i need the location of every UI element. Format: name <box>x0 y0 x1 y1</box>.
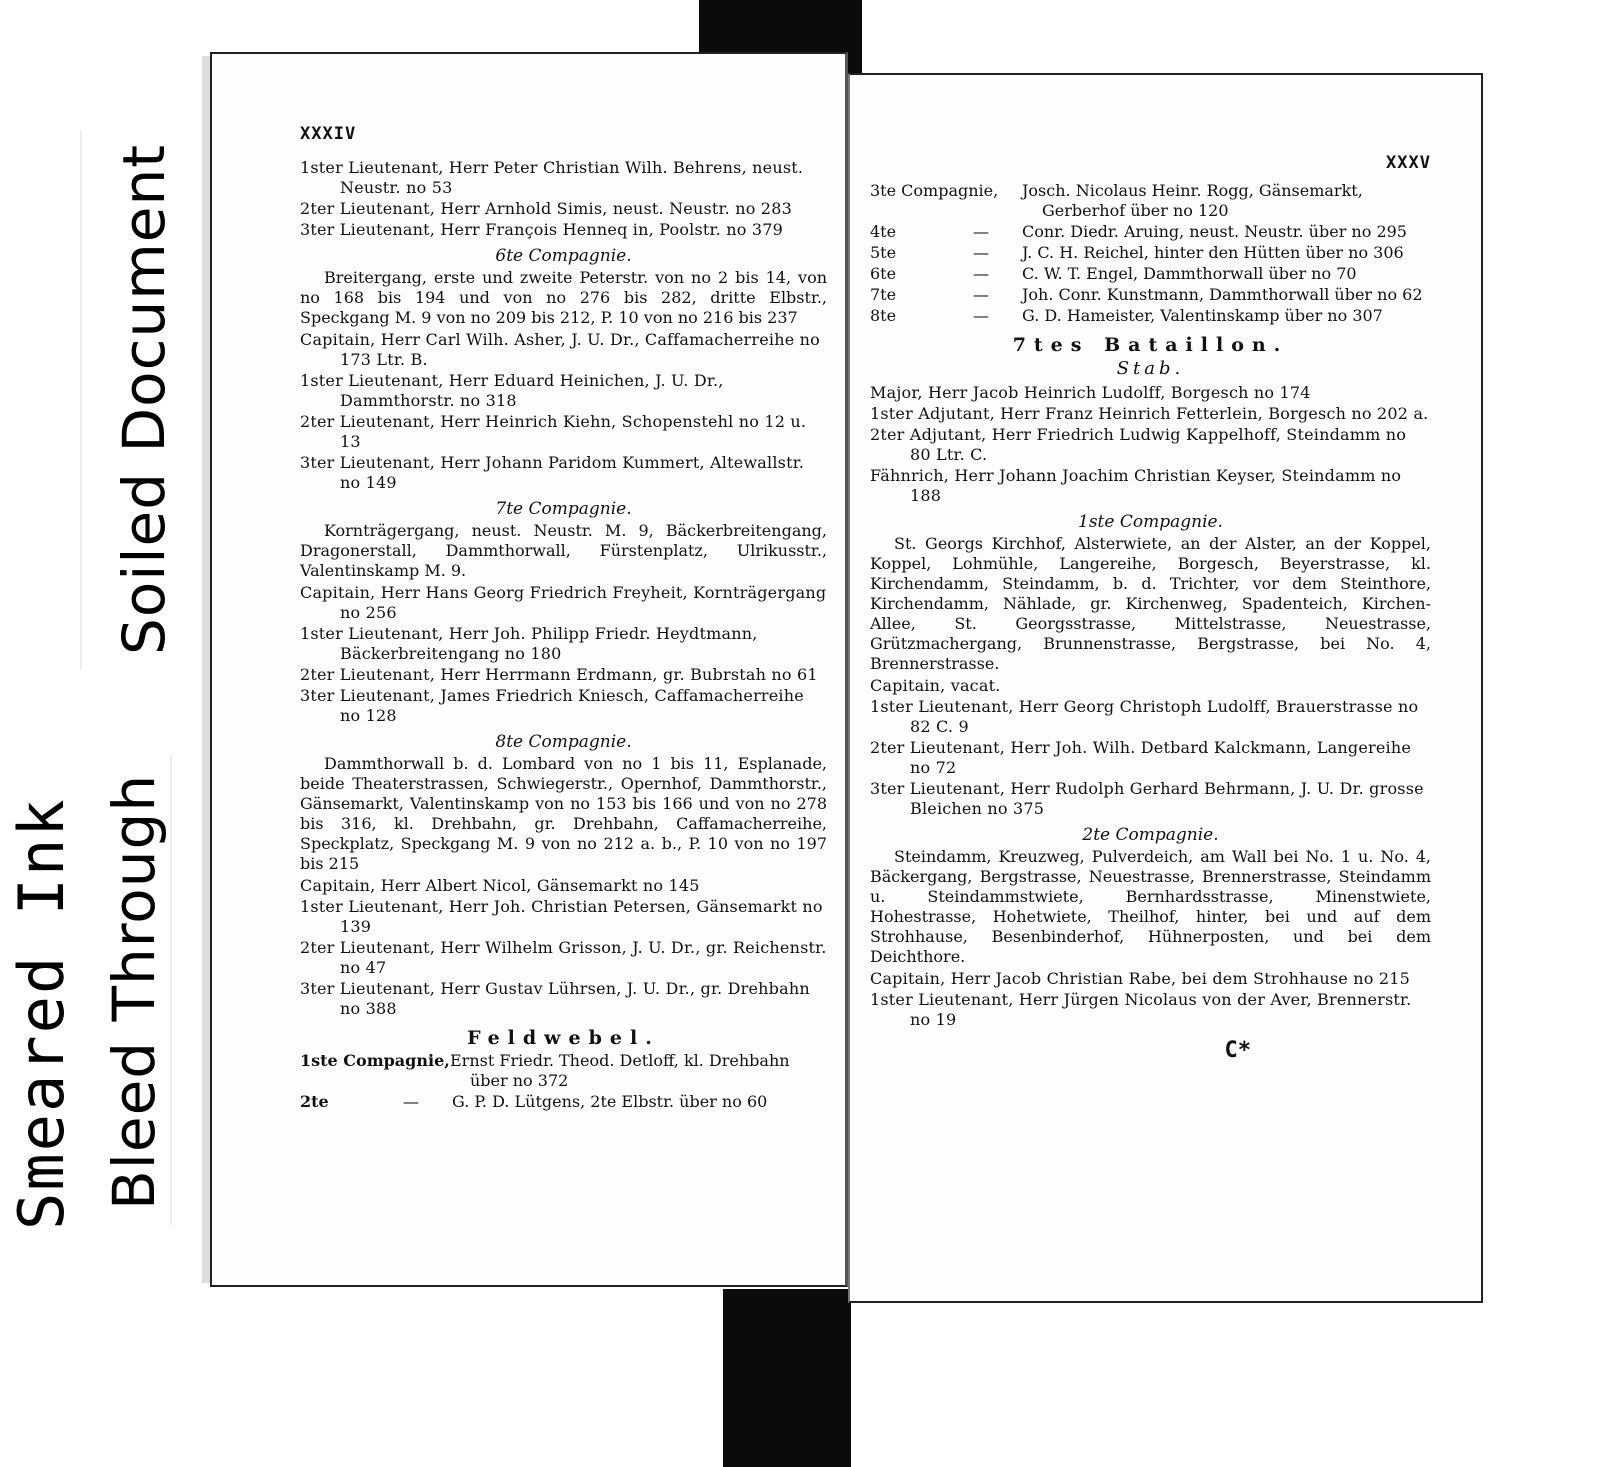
right-page-content <box>850 75 1481 1301</box>
left-page-number: XXXIV <box>300 124 357 144</box>
officer-entry: 1ster Lieutenant, Herr Jürgen Nicolaus von der Aver, Brennerstr. no 19 <box>870 990 1412 1029</box>
company-heading: 7te Compagnie. <box>495 499 632 519</box>
feldwebel-company: 5te <box>870 243 897 262</box>
officer-entry: 1ster Lieutenant, Herr Georg Christoph Ludolff, Brauerstrasse no 82 C. 9 <box>870 697 1419 736</box>
feldwebel-company: 6te <box>870 264 897 283</box>
officer-entry: 2ter Lieutenant, Herr Heinrich Kiehn, Schopenstehl no 12 u. 13 <box>300 412 807 451</box>
company-district: Steindamm, Kreuzweg, Pulverdeich, am Wall bei No. 1 u. No. 4, Bäckergang, Bergstrasse, Neuestrasse, Brennerstrasse, Steindamm u. Steindammstwiete, Bernhardsstrasse, Minenstwiete, Hohestrasse, Hohetwiete, Theilhof, hinter, bei und auf dem Strohhause, Besenbinderhof, Hühnerposten, und bei dem Deichthore. <box>870 847 1431 966</box>
officer-entry: 1ster Lieutenant, Herr Eduard Heinichen, J. U. Dr., Dammthorstr. no 318 <box>300 371 724 410</box>
feldwebel-name: G. D. Hameister, Valentinskamp über no 307 <box>1022 306 1383 325</box>
battalion-heading: 7tes Bataillon. <box>1012 334 1289 356</box>
officer-entry: 2ter Lieutenant, Herr Herrmann Erdmann, gr. Bubrstah no 61 <box>300 665 818 684</box>
signature-mark: C* <box>1224 1038 1251 1063</box>
staff-entry: 1ster Adjutant, Herr Franz Heinrich Fetterlein, Borgesch no 202 a. <box>870 404 1429 423</box>
officer-entry: 2ter Lieutenant, Herr Joh. Wilh. Detbard Kalckmann, Langereihe no 72 <box>870 738 1412 777</box>
left-page <box>210 52 848 1287</box>
soiled-document-label: Soiled Document <box>110 144 178 655</box>
officer-entry: 3ter Lieutenant, Herr François Henneq in, Poolstr. no 379 <box>300 220 783 239</box>
feldwebel-company: 3te Compagnie, <box>870 181 999 200</box>
feldwebel-company: 2te <box>300 1092 329 1111</box>
feldwebel-company: 1ste Compagnie, <box>300 1051 450 1070</box>
company-heading: 2te Compagnie. <box>1082 825 1219 845</box>
officer-entry: 1ster Lieutenant, Herr Joh. Philipp Friedr. Heydtmann, Bäckerbreitengang no 180 <box>300 624 758 663</box>
feldwebel-name: Joh. Conr. Kunstmann, Dammthorwall über no 62 <box>1022 285 1423 304</box>
company-heading: 8te Compagnie. <box>495 732 632 752</box>
company-district: Kornträgergang, neust. Neustr. M. 9, Bäckerbreitengang, Dragonerstall, Dammthorwall, Fürstenplatz, Ulrikusstr., Valentinskamp M. 9. <box>300 521 827 580</box>
officer-entry: 3ter Lieutenant, Herr Johann Paridom Kummert, Altewallstr. no 149 <box>300 453 805 492</box>
feldwebel-row <box>870 306 1431 326</box>
staff-entry: Major, Herr Jacob Heinrich Ludolff, Borgesch no 174 <box>870 383 1311 402</box>
feldwebel-dash: — <box>973 222 989 241</box>
company-district: Breitergang, erste und zweite Peterstr. von no 2 bis 14, von no 168 bis 194 und von no 276 bis 282, dritte Elbstr., Speckgang M. 9 von no 209 bis 212, P. 10 von no 216 bis 237 <box>300 268 827 327</box>
left-page-content <box>212 54 845 1285</box>
feldwebel-dash: — <box>973 285 989 304</box>
company-district: Dammthorwall b. d. Lombard von no 1 bis 11, Esplanade, beide Theaterstrassen, Schwiegerstr., Opernhof, Dammthorstr., Gänsemarkt, Valentinskamp von no 153 bis 166 und von no 278 bis 316, kl. Drehbahn, gr. Drehbahn, Caffamacherreihe, Speckplatz, Speckgang M. 9 von no 212 a. b., P. 10 von no 197 bis 215 <box>300 754 827 873</box>
staff-entry: 2ter Adjutant, Herr Friedrich Ludwig Kappelhoff, Steindamm no 80 Ltr. C. <box>870 425 1407 464</box>
feldwebel-row <box>300 1051 827 1091</box>
feldwebel-company: 8te <box>870 306 897 325</box>
officer-entry: 3ter Lieutenant, Herr Gustav Lührsen, J. U. Dr., gr. Drehbahn no 388 <box>300 979 810 1018</box>
feldwebel-row <box>300 1092 827 1112</box>
company-heading: 1ste Compagnie. <box>1078 512 1223 532</box>
feldwebel-row <box>870 222 1431 242</box>
feldwebel-dash: — <box>403 1092 419 1111</box>
officer-entry: Capitain, Herr Jacob Christian Rabe, bei dem Strohhause no 215 <box>870 969 1410 988</box>
stab-heading: Stab. <box>1116 358 1185 379</box>
officer-entry: Capitain, Herr Hans Georg Friedrich Freyheit, Kornträgergang no 256 <box>300 583 827 622</box>
feldwebel-name: C. W. T. Engel, Dammthorwall über no 70 <box>1022 264 1357 283</box>
feldwebel-name: G. P. D. Lütgens, 2te Elbstr. über no 60 <box>452 1092 768 1111</box>
dark-strip-bottom <box>723 1289 851 1467</box>
right-page <box>848 73 1483 1303</box>
label-tab-bleed <box>170 755 202 1225</box>
feldwebel-heading: Feldwebel. <box>467 1027 660 1049</box>
company-heading: 6te Compagnie. <box>495 246 632 266</box>
feldwebel-dash: — <box>973 264 989 283</box>
officer-entry: Capitain, vacat. <box>870 676 1001 695</box>
feldwebel-name: Conr. Diedr. Aruing, neust. Neustr. über no 295 <box>1022 222 1407 241</box>
bleed-through-label: Bleed Through <box>100 773 168 1210</box>
feldwebel-company: 7te <box>870 285 897 304</box>
feldwebel-row <box>870 243 1431 263</box>
feldwebel-company: 4te <box>870 222 897 241</box>
feldwebel-name: Josch. Nicolaus Heinr. Rogg, Gänsemarkt, Gerberhof über no 120 <box>1022 181 1363 220</box>
feldwebel-row <box>870 264 1431 284</box>
officer-entry: Capitain, Herr Albert Nicol, Gänsemarkt no 145 <box>300 876 700 895</box>
feldwebel-name: J. C. H. Reichel, hinter den Hütten über no 306 <box>1022 243 1404 262</box>
officer-entry: 3ter Lieutenant, James Friedrich Kniesch, Caffamacherreihe no 128 <box>300 686 804 725</box>
smeared-ink-label: Smeared Ink <box>5 797 78 1230</box>
company-district: St. Georgs Kirchhof, Alsterwiete, an der Alster, an der Koppel, Koppel, Lohmühle, Langereihe, Borgesch, Beyerstrasse, kl. Kirchendamm, Steindamm, b. d. Trichter, vor dem Steinthore, Kirchendamm, Nählade, gr. Kirchenweg, Spadenteich, Kirchen-Allee, St. Georgsstrasse, Mittelstrasse, Neuestrasse, Grützmachergang, Brunnenstrasse, Bergstrasse, bei No. 4, Brennerstrasse. <box>870 534 1431 673</box>
officer-entry: 2ter Lieutenant, Herr Arnhold Simis, neust. Neustr. no 283 <box>300 199 792 218</box>
feldwebel-row <box>870 285 1431 305</box>
officer-entry: 2ter Lieutenant, Herr Wilhelm Grisson, J. U. Dr., gr. Reichenstr. no 47 <box>300 938 827 977</box>
officer-entry: 1ster Lieutenant, Herr Joh. Christian Petersen, Gänsemarkt no 139 <box>300 897 823 936</box>
feldwebel-name: Ernst Friedr. Theod. Detloff, kl. Drehbahn über no 372 <box>450 1051 790 1090</box>
right-page-number: XXXV <box>1386 153 1431 173</box>
officer-entry: 3ter Lieutenant, Herr Rudolph Gerhard Behrmann, J. U. Dr. grosse Bleichen no 375 <box>870 779 1424 818</box>
feldwebel-dash: — <box>973 306 989 325</box>
feldwebel-dash: — <box>973 243 989 262</box>
officer-entry: Capitain, Herr Carl Wilh. Asher, J. U. Dr., Caffamacherreihe no 173 Ltr. B. <box>300 330 821 369</box>
staff-entry: Fähnrich, Herr Johann Joachim Christian Keyser, Steindamm no 188 <box>870 466 1402 505</box>
officer-entry: 1ster Lieutenant, Herr Peter Christian Wilh. Behrens, neust. Neustr. no 53 <box>300 158 804 197</box>
feldwebel-row <box>870 181 1431 221</box>
